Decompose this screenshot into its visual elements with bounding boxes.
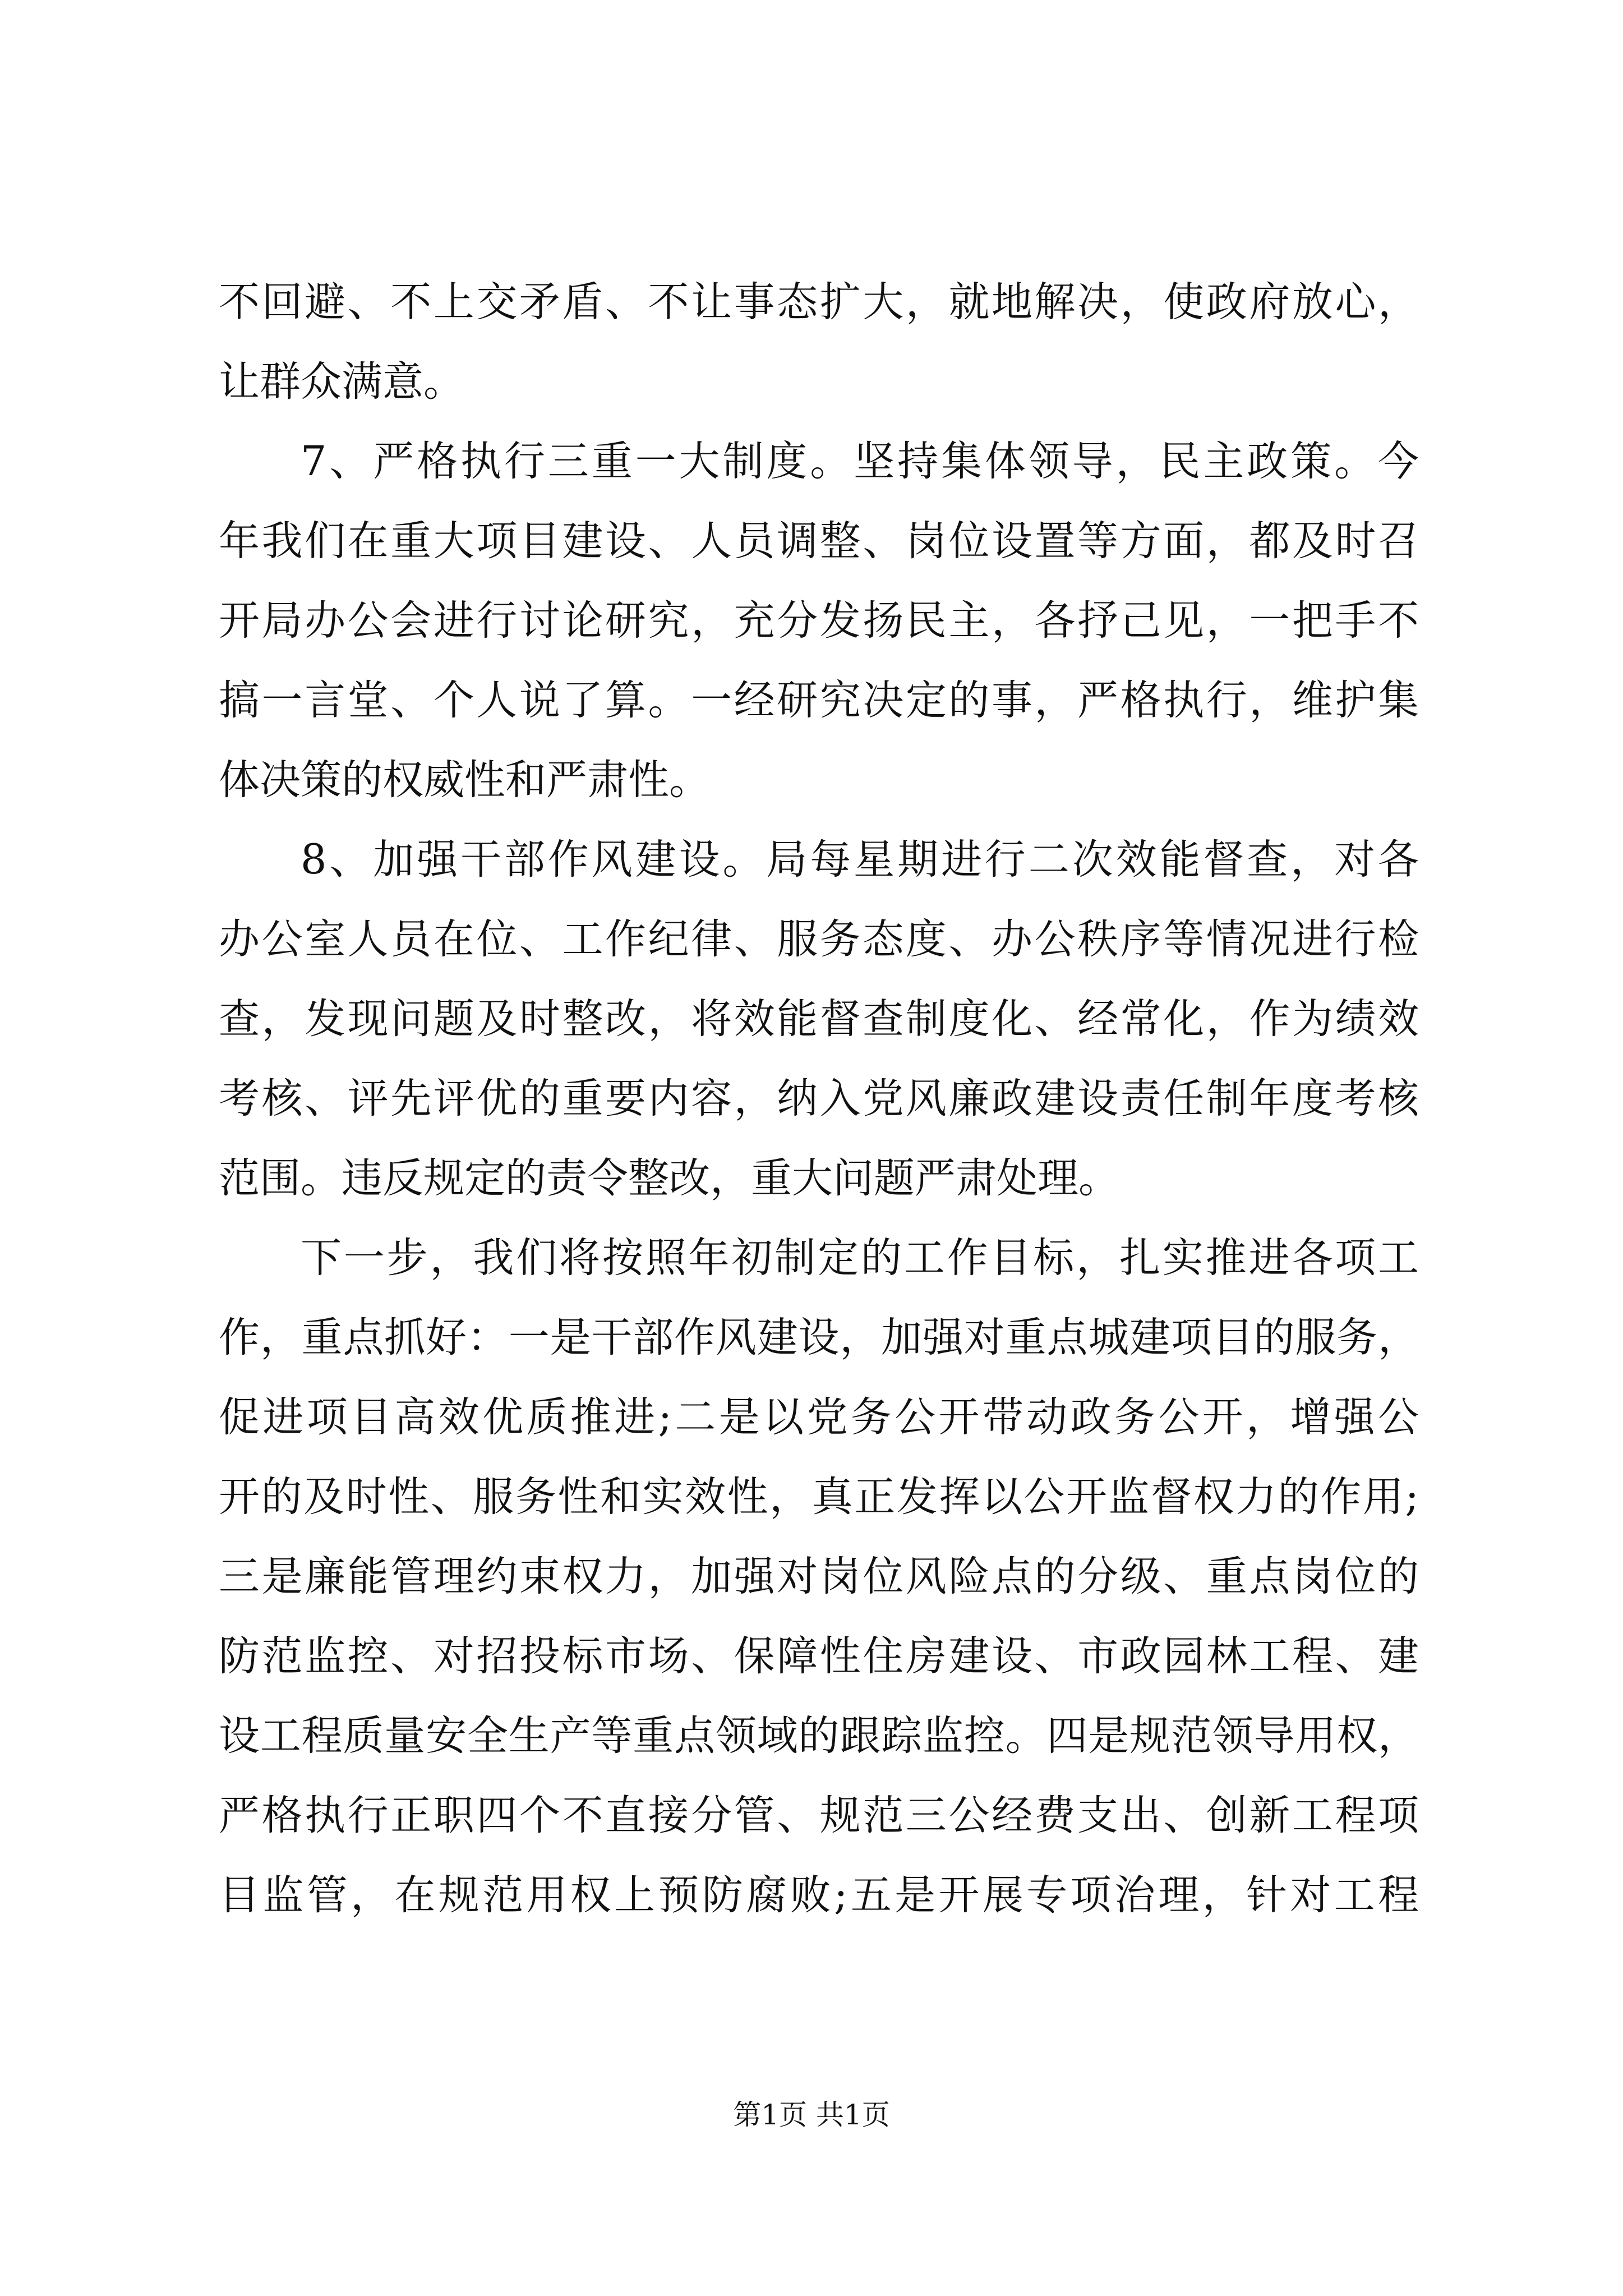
text-line: 开局办公会进行讨论研究，充分发扬民主，各抒己见，一把手不 (219, 597, 1419, 645)
text-line: 办公室人员在位、工作纪律、服务态度、办公秩序等情况进行检 (219, 915, 1419, 963)
text-line: 范围。违反规定的责令整改，重大问题严肃处理。 (219, 1154, 1119, 1202)
text-line: 查，发现问题及时整改，将效能督查制度化、经常化，作为绩效 (219, 995, 1419, 1043)
text-line: 搞一言堂、个人说了算。一经研究决定的事，严格执行，维护集 (219, 677, 1419, 724)
text-line: 考核、评先评优的重要内容，纳入党风廉政建设责任制年度考核 (219, 1075, 1419, 1122)
text-line: 防范监控、对招投标市场、保障性住房建设、市政园林工程、建 (219, 1632, 1419, 1680)
text-line: 不回避、不上交矛盾、不让事态扩大，就地解决，使政府放心， (219, 278, 1419, 326)
text-line: 三是廉能管理约束权力，加强对岗位风险点的分级、重点岗位的 (219, 1553, 1419, 1600)
text-line: 促进项目高效优质推进;二是以党务公开带动政务公开，增强公 (219, 1393, 1419, 1441)
text-line: 作，重点抓好：一是干部作风建设，加强对重点城建项目的服务， (219, 1314, 1419, 1361)
document-body (219, 263, 1419, 1935)
text-line: 下一步，我们将按照年初制定的工作目标，扎实推进各项工 (301, 1234, 1419, 1282)
text-line: 设工程质量安全生产等重点领域的跟踪监控。四是规范领导用权， (219, 1712, 1419, 1760)
text-line: 7、严格执行三重一大制度。坚持集体领导，民主政策。今 (301, 438, 1419, 485)
text-line: 体决策的权威性和严肃性。 (219, 756, 710, 804)
text-line: 目监管，在规范用权上预防腐败;五是开展专项治理，针对工程 (219, 1871, 1419, 1919)
text-line: 严格执行正职四个不直接分管、规范三公经费支出、创新工程项 (219, 1792, 1419, 1839)
text-line: 年我们在重大项目建设、人员调整、岗位设置等方面，都及时召 (219, 517, 1419, 565)
text-line: 8、加强干部作风建设。局每星期进行二次效能督查，对各 (301, 836, 1419, 884)
text-line: 开的及时性、服务性和实效性，真正发挥以公开监督权力的作用; (219, 1473, 1419, 1521)
text-line: 让群众满意。 (219, 358, 464, 406)
page-number-footer: 第1页 共1页 (733, 2099, 890, 2131)
